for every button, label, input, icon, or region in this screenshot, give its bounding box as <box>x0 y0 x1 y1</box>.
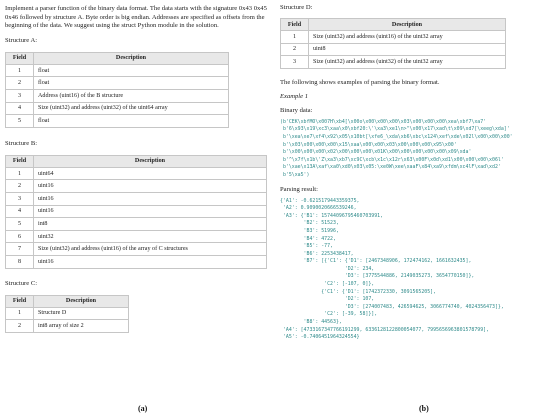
field-number: 4 <box>6 205 34 218</box>
field-number: 1 <box>281 31 309 44</box>
binary-line: (b'CEK\xbfMO\x007H\xb4[\x00o\x00\x00\x00\x03\x00\x00\x00\xea\xbf7\xa7' <box>280 118 487 125</box>
field-description: float <box>34 115 229 128</box>
caption-a: (a) <box>138 404 148 413</box>
result-line: 'D3': [3775544886, 2149035273, 3654770150]}, <box>280 273 475 280</box>
table-header-row <box>6 295 129 307</box>
field-header: Field <box>6 295 34 307</box>
result-line: 'B6': 2253438417, <box>280 250 354 257</box>
binary-line: b'6\x93\x19\xc3\xaa\x0\xbf20:\'\xa3\xe1\n>"\x00\x17\xad\t\x09\xd7[\xeeg\xda]' <box>280 126 510 133</box>
result-line: 'D2': 234, <box>280 265 375 272</box>
binary-line: b'\x03\x00\x00\x00\x15\xaa\x00\x00\x03\x00\x00\x00\x95\x00' <box>280 141 457 148</box>
table-row <box>6 64 229 77</box>
structure-b-table <box>5 155 267 269</box>
field-number: 1 <box>6 64 34 77</box>
table-row <box>6 243 267 256</box>
description-header: Description <box>309 19 506 31</box>
field-number: 1 <box>6 307 34 320</box>
result-line: 'D2': 107, <box>280 296 375 303</box>
table-row <box>6 320 129 333</box>
binary-line: b'5\xa5') <box>280 171 310 178</box>
field-description: uint16 <box>34 255 267 268</box>
table-row <box>6 255 267 268</box>
field-description: Size (uint32) and address (uint32) of the uint32 array <box>309 56 506 69</box>
field-number: 2 <box>6 320 34 333</box>
description-header: Description <box>34 52 229 64</box>
table-row <box>6 307 129 320</box>
field-description: int8 array of size 2 <box>34 320 129 333</box>
table-row <box>281 56 506 69</box>
result-line: 'D3': [274007483, 426594625, 3066774740, 4024356473]}, <box>280 303 504 310</box>
structure-d-title: Structure D: <box>280 4 313 11</box>
result-line: 'A4': [4733167347766191299, 6336128122800054077, 7995656963801578799], <box>280 326 490 333</box>
binary-line: b'^\x7f\x1b\'Z\xa3\xb7\xc9C\xcb\x1c\x12r\x63\x00F\x0d\xd1\x00\x00\x00\x06l' <box>280 156 504 163</box>
result-line: 'C2': [-107, 0]}, <box>280 281 375 288</box>
structure-c-title: Structure C: <box>5 279 38 287</box>
field-number: 3 <box>6 192 34 205</box>
field-number: 4 <box>6 102 34 115</box>
table-row <box>6 77 229 90</box>
table-row <box>6 167 267 180</box>
result-line: 'B7': [{'C1': {'D1': [2467348906, 172474162, 1661632435], <box>280 258 472 265</box>
result-line: {'C1': {'D1': [1742372330, 3091565205], <box>280 288 437 295</box>
field-description: Size (uint32) and address (uint16) of the uint32 array <box>309 31 506 44</box>
result-line: 'C2': [-39, 58]}], <box>280 311 378 318</box>
table-header-row <box>6 155 267 167</box>
field-number: 2 <box>6 180 34 193</box>
binary-data-label: Binary data: <box>280 106 313 114</box>
field-description: uint16 <box>34 192 267 205</box>
right-panel <box>280 4 546 342</box>
result-line: 'B4': 4722, <box>280 235 336 242</box>
structure-d-table <box>280 18 506 69</box>
field-description: Structure D <box>34 307 129 320</box>
field-number: 6 <box>6 230 34 243</box>
binary-line: b'\xae\x13A\xaf\xa0\xd0\x03\x05:\xe0W\xee\xaaF\x84\xa9\xfdm\xc4lF\xad\xd2' <box>280 164 501 171</box>
structure-a-table <box>5 52 229 128</box>
structure-c-table <box>5 295 129 333</box>
field-number: 2 <box>6 77 34 90</box>
caption-b: (b) <box>419 404 429 413</box>
structure-b-title: Structure B: <box>5 139 38 147</box>
example-label: Example 1 <box>280 92 309 100</box>
field-description: float <box>34 77 229 90</box>
field-header: Field <box>6 155 34 167</box>
table-row <box>6 89 229 102</box>
table-row <box>281 43 506 56</box>
left-panel <box>5 5 267 333</box>
result-line: {'A1': -0.6215179443359375, <box>280 197 360 204</box>
result-line: 'A5': -0.7406451964324554} <box>280 334 360 341</box>
field-number: 7 <box>6 243 34 256</box>
field-number: 8 <box>6 255 34 268</box>
field-number: 1 <box>6 167 34 180</box>
field-header: Field <box>281 19 309 31</box>
intro-paragraph: Implement a parser function of the binary data format. The data starts with the signature 0x43 0x45 0x46 followed by structure A. Byte order is big endian. Addresses are specified as offsets from the beginning of the data. We suggest using the struct Python module in the solution. <box>5 5 267 30</box>
binary-line: b'\xea\xe7\xf4\x92\x05\x10bt[\xfe6_\xda\xb6\xbc\x124\xef\xde\x02l\x00\x00\x00' <box>280 133 513 140</box>
field-description: uint64 <box>34 167 267 180</box>
result-line: 'B8': 44563}, <box>280 319 342 326</box>
field-header: Field <box>6 52 34 64</box>
field-description: Address (uint16) of the B structure <box>34 89 229 102</box>
table-row <box>6 102 229 115</box>
table-header-row <box>281 19 506 31</box>
result-line: 'B3': 51996, <box>280 227 339 234</box>
description-header: Description <box>34 295 129 307</box>
binary-data-block <box>280 119 546 180</box>
table-row <box>6 218 267 231</box>
result-line: 'A2': 0.9090020666539246, <box>280 205 357 212</box>
binary-line: b'\x00\x00\x00\x02\x00\x00\x00\x01K\x00\x00\x00\x00\x00\x09\xda' <box>280 149 472 156</box>
field-description: uint16 <box>34 205 267 218</box>
structure-a-title: Structure A: <box>5 36 38 44</box>
table-row <box>6 192 267 205</box>
table-row <box>6 205 267 218</box>
result-line: 'A3': {'B1': 15744096795460703991, <box>280 212 384 219</box>
field-description: float <box>34 64 229 77</box>
field-number: 5 <box>6 115 34 128</box>
table-row <box>6 115 229 128</box>
examples-intro: The following shows examples of parsing the binary format. <box>280 78 440 86</box>
result-line: 'B5': -77, <box>280 243 333 250</box>
field-number: 3 <box>6 89 34 102</box>
field-number: 3 <box>281 56 309 69</box>
result-line: 'B2': 51523, <box>280 220 339 227</box>
field-description: Size (uint32) and address (uint16) of the array of C structures <box>34 243 267 256</box>
table-row <box>281 31 506 44</box>
field-description: uint16 <box>34 180 267 193</box>
field-number: 5 <box>6 218 34 231</box>
field-description: int8 <box>34 218 267 231</box>
description-header: Description <box>34 155 267 167</box>
table-row <box>6 230 267 243</box>
parsing-result-label: Parsing result: <box>280 185 318 193</box>
field-number: 2 <box>281 43 309 56</box>
field-description: uint32 <box>34 230 267 243</box>
parsing-result-block <box>280 198 546 342</box>
table-header-row <box>6 52 229 64</box>
field-description: Size (uint32) and address (uint32) of the uint64 array <box>34 102 229 115</box>
field-description: uint8 <box>309 43 506 56</box>
table-row <box>6 180 267 193</box>
